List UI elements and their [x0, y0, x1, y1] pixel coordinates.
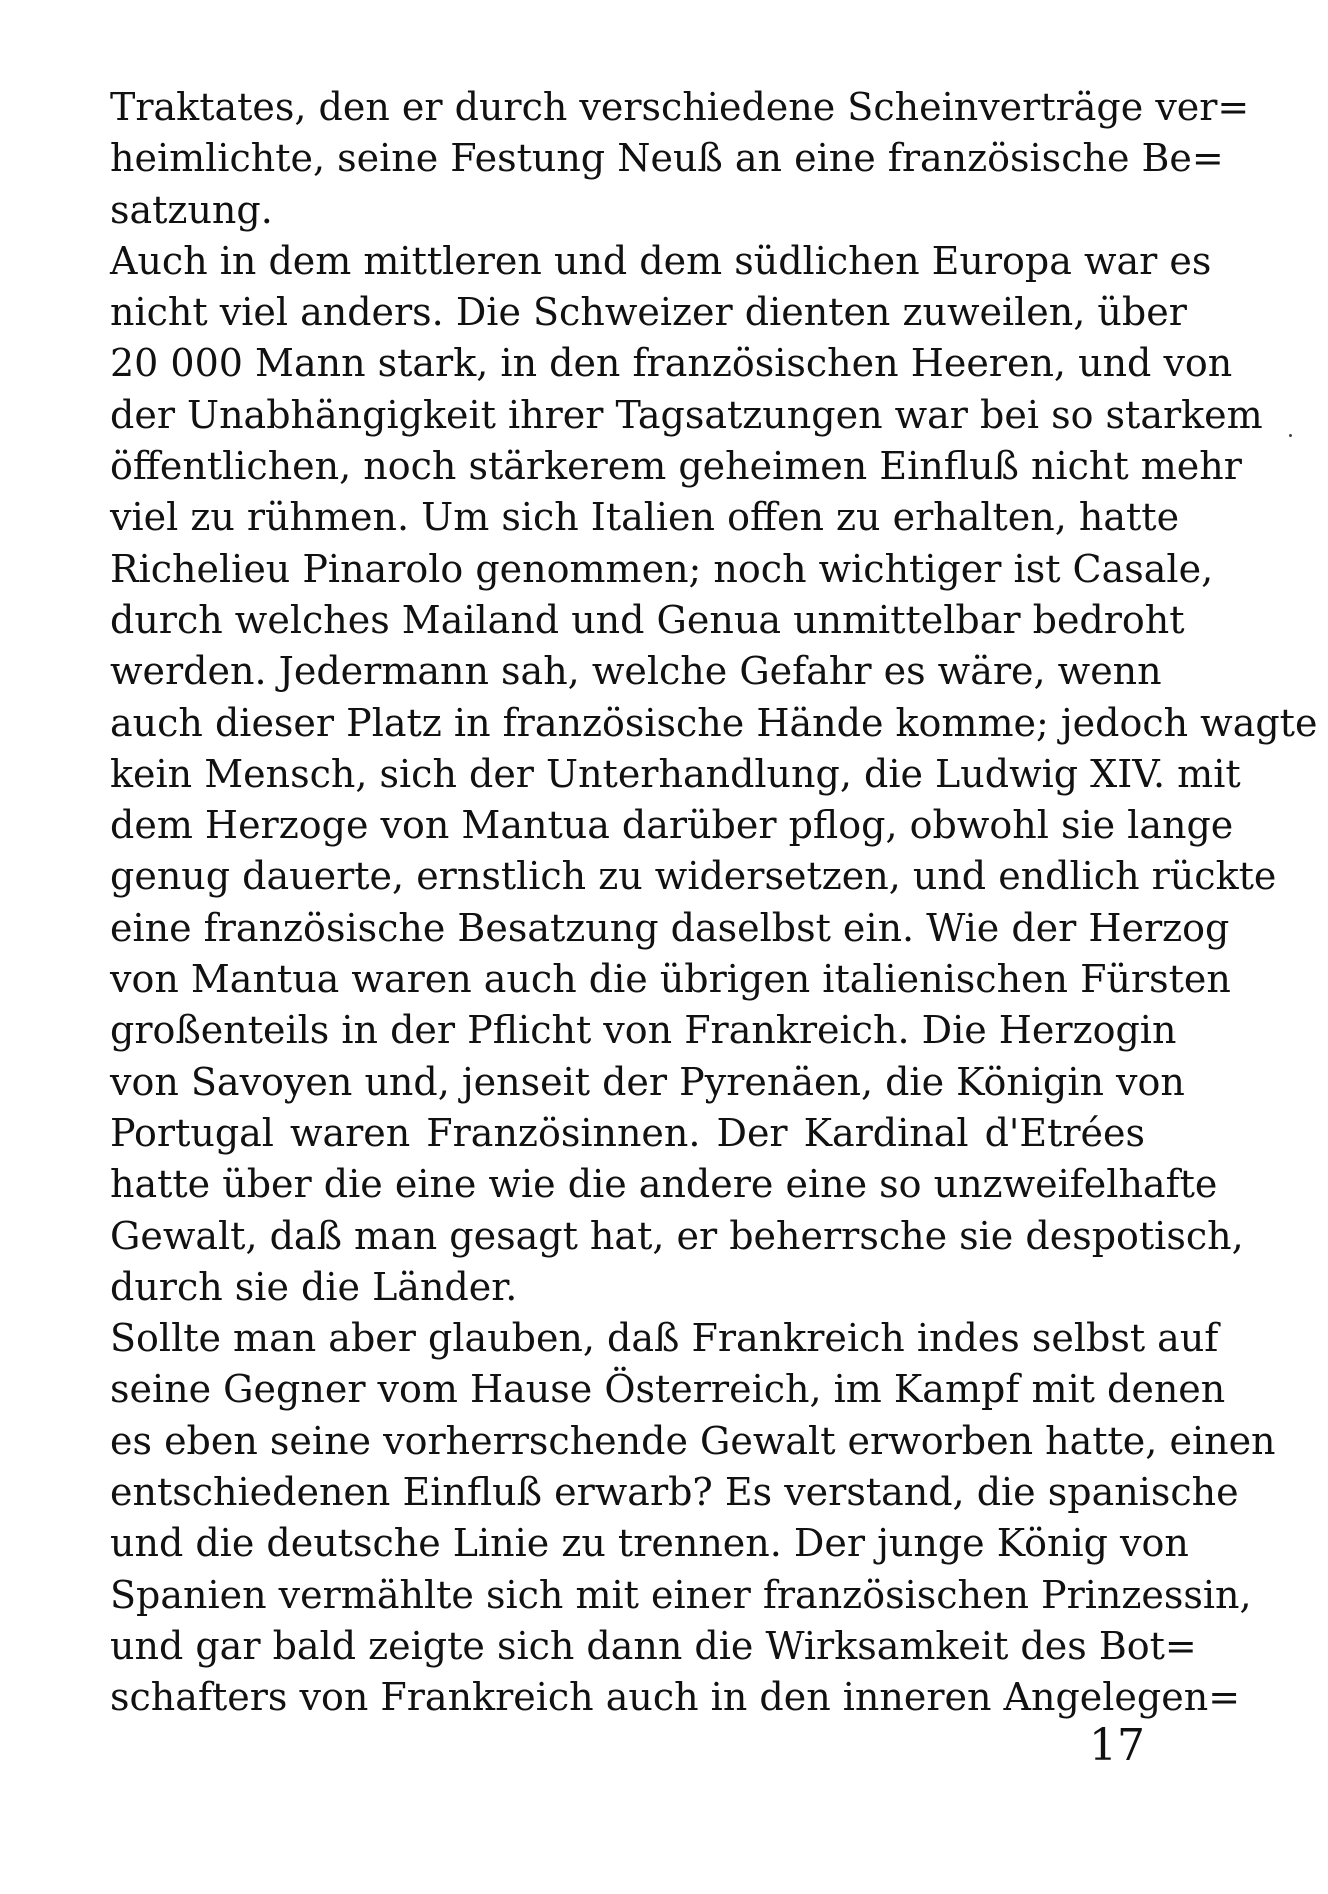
text-line: entschiedenen Einfluß erwarb? Es verstand, die spanische	[110, 1470, 1239, 1515]
text-line: und die deutsche Linie zu trennen. Der junge König von	[110, 1521, 1189, 1566]
text-line: Richelieu Pinarolo genommen; noch wichtiger ist Casale,	[110, 546, 1214, 591]
margin-speck	[1289, 434, 1292, 437]
text-line: heimlichte, seine Festung Neuß an eine französische Be=	[110, 136, 1224, 181]
text-line: viel zu rühmen. Um sich Italien offen zu erhalten, hatte	[110, 495, 1180, 540]
text-line: auch dieser Platz in französische Hände komme; jedoch wagte	[110, 700, 1318, 745]
text-line: Portugal waren Französinnen. Der Kardinal d'Etrées	[110, 1110, 1145, 1155]
text-line: kein Mensch, sich der Unterhandlung, die Ludwig XIV. mit	[110, 751, 1241, 796]
text-line: schafters von Frankreich auch in den inneren Angelegen=	[110, 1675, 1241, 1720]
text-line: der Unabhängigkeit ihrer Tagsatzungen war bei so starkem	[110, 392, 1263, 437]
text-line: durch sie die Länder.	[110, 1264, 518, 1309]
text-line: großenteils in der Pflicht von Frankreich. Die Herzogin	[110, 1008, 1177, 1053]
text-line: eine französische Besatzung daselbst ein. Wie der Herzog	[110, 905, 1230, 950]
page-number: 17	[1089, 1720, 1145, 1771]
text-line: es eben seine vorherrschende Gewalt erworben hatte, einen	[110, 1418, 1276, 1463]
text-line: seine Gegner vom Hause Österreich, im Kampf mit denen	[110, 1367, 1226, 1412]
body-text	[110, 82, 1318, 1724]
text-line: Auch in dem mittleren und dem südlichen Europa war es	[110, 238, 1212, 283]
text-line: öffentlichen, noch stärkerem geheimen Einfluß nicht mehr	[110, 444, 1242, 489]
text-line: 20 000 Mann stark, in den französischen Heeren, und von	[110, 341, 1233, 386]
text-line: genug dauerte, ernstlich zu widersetzen, und endlich rückte	[110, 854, 1277, 899]
text-line: von Savoyen und, jenseit der Pyrenäen, die Königin von	[110, 1059, 1185, 1104]
text-line: dem Herzoge von Mantua darüber pflog, obwohl sie lange	[110, 803, 1234, 848]
text-line: von Mantua waren auch die übrigen italienischen Fürsten	[110, 957, 1231, 1002]
text-line: und gar bald zeigte sich dann die Wirksamkeit des Bot=	[110, 1623, 1197, 1668]
text-line: Sollte man aber glauben, daß Frankreich indes selbst auf	[110, 1316, 1219, 1361]
text-line: satzung.	[110, 187, 273, 232]
text-line: werden. Jedermann sah, welche Gefahr es wäre, wenn	[110, 649, 1162, 694]
text-line: Gewalt, daß man gesagt hat, er beherrsche sie despotisch,	[110, 1213, 1244, 1258]
text-line: nicht viel anders. Die Schweizer dienten zuweilen, über	[110, 290, 1187, 335]
text-line: durch welches Mailand und Genua unmittelbar bedroht	[110, 597, 1185, 642]
text-line: hatte über die eine wie die andere eine so unzweifelhafte	[110, 1162, 1218, 1207]
text-line: Spanien vermählte sich mit einer französischen Prinzessin,	[110, 1572, 1252, 1617]
text-line: Traktates, den er durch verschiedene Scheinverträge ver=	[110, 85, 1250, 129]
